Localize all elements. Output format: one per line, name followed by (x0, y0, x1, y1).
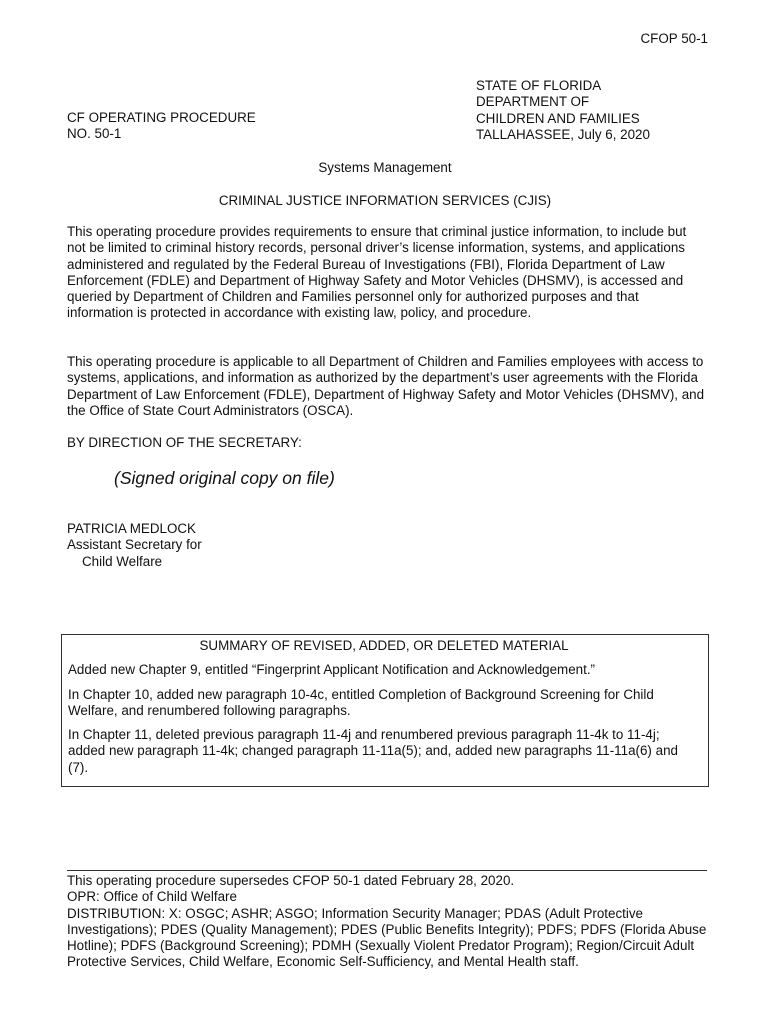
signer-block (67, 521, 202, 570)
scope-paragraph: This operating procedure is applicable to all Department of Children and Families employees with access to systems, applications, and information as authorized by the department’s user agreements with the Florida Department of Law Enforcement (FDLE), Department of Highway Safety and Motor Vehicles (DHSMV), and the Office of State Court Administrators (OSCA). (67, 354, 705, 418)
procedure-line: CF OPERATING PROCEDURE (67, 110, 256, 125)
document-footer (67, 870, 707, 971)
procedure-number: NO. 50-1 (67, 126, 122, 142)
org-line: CHILDREN AND FAMILIES (476, 110, 640, 126)
org-line: STATE OF FLORIDA (476, 78, 602, 93)
document-id: CFOP 50-1 (640, 31, 708, 46)
issuing-organization (476, 78, 736, 143)
summary-item: In Chapter 10, added new paragraph 10-4c, entitled Completion of Background Screening for Child Welfare, and renumbered following paragraphs. (68, 686, 654, 718)
signature-note: (Signed original copy on file) (114, 468, 335, 488)
signer-name: PATRICIA MEDLOCK (67, 521, 196, 536)
document-title: CRIMINAL JUSTICE INFORMATION SERVICES (CJIS) (218, 193, 552, 208)
org-line-date: TALLAHASSEE, July 6, 2020 (476, 126, 650, 142)
opr-line: OPR: Office of Child Welfare (67, 889, 237, 905)
summary-title: SUMMARY OF REVISED, ADDED, OR DELETED MATERIAL (199, 638, 569, 653)
summary-item: In Chapter 11, deleted previous paragraph 11-4j and renumbered previous paragraph 11-4k to 11-4j; added new paragraph 11-4k; changed paragraph 11-11a(5); and, added new paragraphs 11-11a(6) and (7). (68, 727, 678, 775)
document-subject: Systems Management (318, 160, 452, 175)
direction-line: BY DIRECTION OF THE SECRETARY: (67, 435, 302, 450)
summary-box (61, 634, 709, 787)
signer-title-continued: Child Welfare (82, 553, 163, 569)
org-line: DEPARTMENT OF (476, 94, 590, 110)
procedure-identifier (67, 110, 256, 143)
distribution-list: DISTRIBUTION: X: OSGC; ASHR; ASGO; Information Security Manager; PDAS (Adult Protective Investigations); PDES (Quality Management); PDES (Public Benefits Integrity); PDFS; PDFS (Florida Abuse Hotline); PDFS (Background Screening); PDMH (Sexually Violent Predator Program); Region/Circuit Adult Protective Services, Child Welfare, Economic Self-Sufficiency, and Mental Health staff. (67, 905, 707, 970)
purpose-paragraph: This operating procedure provides requirements to ensure that criminal justice information, to include but not be limited to criminal history records, personal driver’s license information, systems, and applications administered and regulated by the Federal Bureau of Investigations (FBI), Florida Department of Law Enforcement (FDLE) and Department of Highway Safety and Motor Vehicles (DHSMV), is accessed and queried by Department of Children and Families personnel only for authorized purposes and that information is protected in accordance with existing law, policy, and procedure. (67, 224, 687, 321)
supersedes-note: This operating procedure supersedes CFOP 50-1 dated February 28, 2020. (67, 873, 515, 888)
signer-title: Assistant Secretary for (67, 537, 202, 553)
summary-item: Added new Chapter 9, entitled “Fingerprint Applicant Notification and Acknowledgement.” (68, 662, 596, 678)
